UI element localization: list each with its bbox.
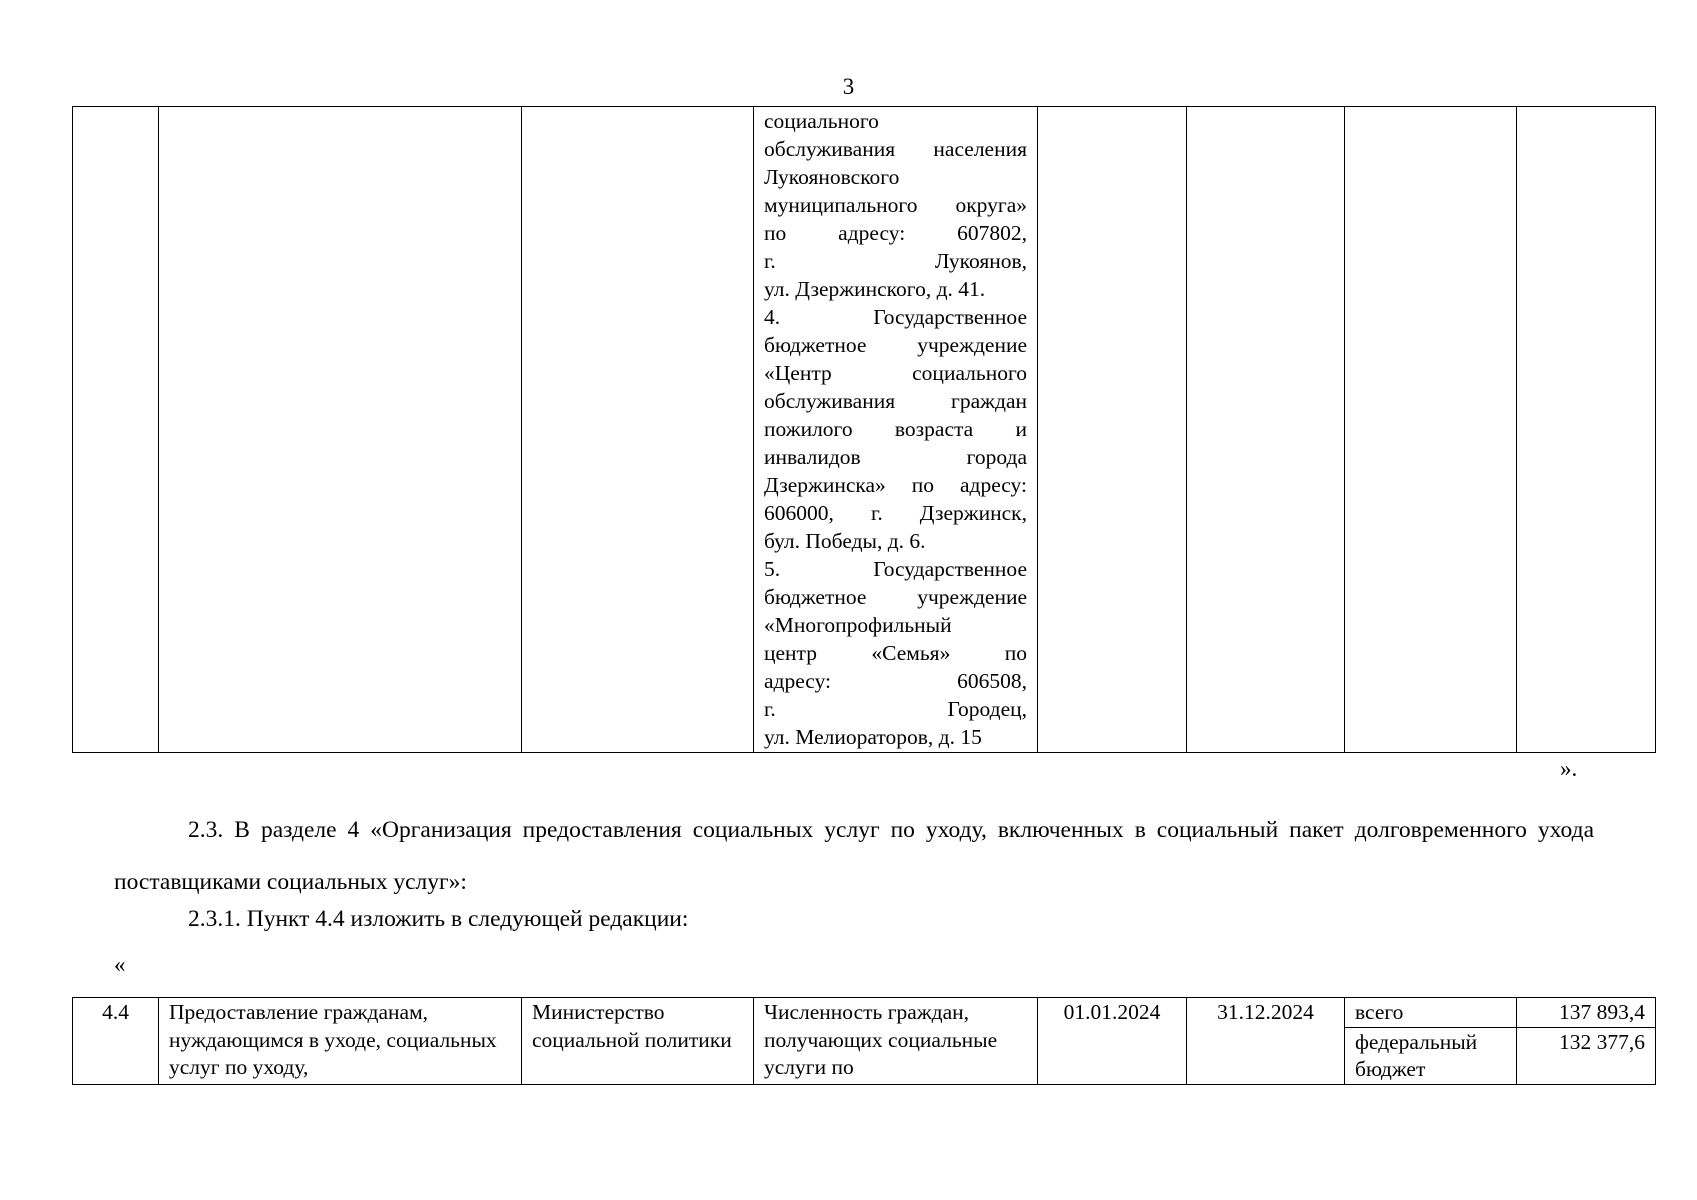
organization-line: по адресу: 607802, (764, 221, 1027, 245)
organization-line: социального (764, 109, 879, 133)
item-end-date: 31.12.2024 (1187, 998, 1345, 1085)
funding-source: федеральный бюджет (1345, 1027, 1517, 1084)
continued-table (72, 106, 1656, 753)
item-start-date: 01.01.2024 (1038, 998, 1187, 1085)
organization-line: 606000, г. Дзержинск, (764, 501, 1027, 525)
funding-amount: 132 377,6 (1517, 1027, 1656, 1084)
item-executor: Министерство социальной политики (522, 998, 754, 1085)
organization-line: 4. Государственное (764, 305, 1027, 329)
organization-line: ул. Дзержинского, д. 41. (764, 277, 986, 301)
organization-line: муниципального округа» (764, 193, 1027, 217)
organization-line: г. Лукоянов, (764, 249, 1027, 273)
cell-measure (159, 107, 522, 753)
item-measure: Предоставление гражданам, нуждающимся в уходе, социальных услуг по уходу, (159, 998, 522, 1085)
amendment-subparagraph: 2.3.1. Пункт 4.4 изложить в следующей редакции: (188, 906, 689, 932)
organization-line: бюджетное учреждение (764, 333, 1027, 357)
item-indicator: Численность граждан, получающих социальные услуги по (754, 998, 1038, 1085)
organization-line: ул. Мелиораторов, д. 15 (764, 725, 982, 749)
cell-executor (522, 107, 754, 753)
item-number: 4.4 (73, 998, 159, 1085)
cell-start-date (1038, 107, 1187, 753)
organization-line: пожилого возраста и (764, 417, 1027, 441)
cell-number (73, 107, 159, 753)
opening-quote: « (114, 952, 126, 977)
new-item-table (72, 997, 1656, 1085)
table-row (73, 998, 1656, 1028)
funding-source: всего (1345, 998, 1517, 1028)
organization-line: бюджетное учреждение (764, 585, 1027, 609)
organization-line: инвалидов города (764, 445, 1027, 469)
organization-line: обслуживания граждан (764, 389, 1027, 413)
organization-line: 5. Государственное (764, 557, 1027, 581)
table-row (73, 107, 1656, 753)
cell-funding-amount (1517, 107, 1656, 753)
organization-line: адресу: 606508, (764, 669, 1027, 693)
organization-line: «Многопрофильный (764, 613, 952, 637)
amendment-paragraph: 2.3. В разделе 4 «Организация предоставления социальных услуг по уходу, включенных в социальный пакет долговременного ухода поставщиками социальных услуг»: (114, 817, 1594, 895)
closing-quote: ». (1560, 756, 1578, 781)
organization-line: бул. Победы, д. 6. (764, 529, 926, 553)
page-number: 3 (842, 74, 855, 99)
organization-line: Лукояновского (764, 165, 900, 189)
organization-line: центр «Семья» по (764, 641, 1027, 665)
cell-organizations (754, 107, 1038, 753)
cell-end-date (1187, 107, 1345, 753)
organization-line: «Центр социального (764, 361, 1027, 385)
organization-line: Дзержинска» по адресу: (764, 473, 1027, 497)
organization-line: г. Городец, (764, 697, 1027, 721)
funding-amount: 137 893,4 (1517, 998, 1656, 1028)
organization-line: обслуживания населения (764, 137, 1027, 161)
cell-funding-source (1345, 107, 1517, 753)
